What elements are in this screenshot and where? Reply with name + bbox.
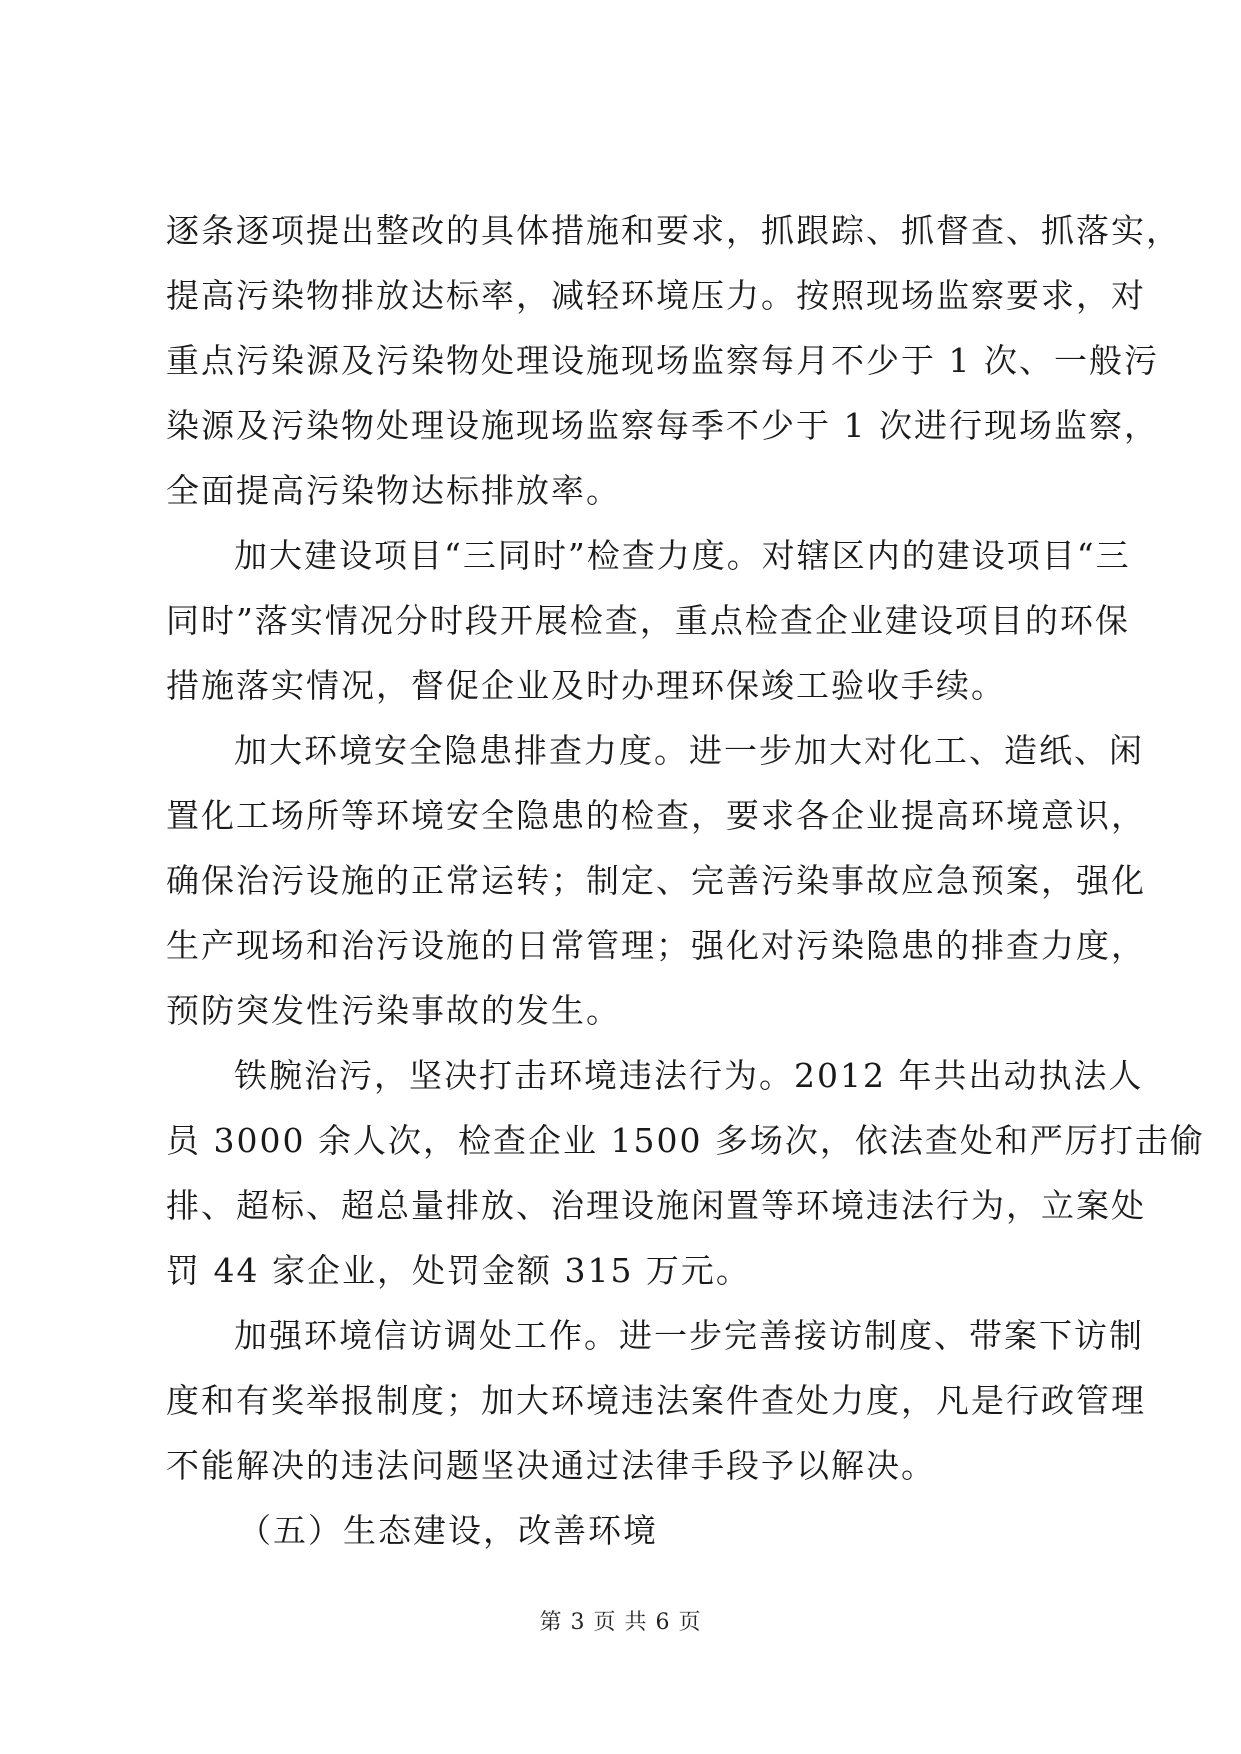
- section-heading: （五）生态建设，改善环境: [238, 1511, 658, 1550]
- page-indicator: 第 3 页 共 6 页: [539, 1610, 702, 1635]
- paragraph-line: 同时”落实情况分时段开展检查，重点检查企业建设项目的环保: [166, 601, 1130, 640]
- paragraph-3: [166, 718, 1146, 1043]
- paragraph-line: 生产现场和治污设施的日常管理；强化对污染隐患的排查力度，: [166, 926, 1146, 965]
- paragraph-2: [166, 523, 1131, 718]
- paragraph-4: [166, 1043, 1205, 1303]
- paragraph-line: 预防突发性污染事故的发生。: [166, 991, 621, 1030]
- paragraph-line: 提高污染物排放达标率，减轻环境压力。按照现场监察要求，对: [166, 276, 1146, 315]
- document-body: [166, 198, 1205, 1563]
- paragraph-line: 员 3000 余人次，检查企业 1500 多场次，依法查处和严厉打击偷: [166, 1121, 1205, 1160]
- paragraph-line: 确保治污设施的正常运转；制定、完善污染事故应急预案，强化: [166, 861, 1146, 900]
- paragraph-line: 逐条逐项提出整改的具体措施和要求，抓跟踪、抓督查、抓落实，: [166, 211, 1181, 250]
- paragraph-line: 罚 44 家企业，处罚金额 315 万元。: [166, 1251, 751, 1290]
- paragraph-line: 重点污染源及污染物处理设施现场监察每月不少于 1 次、一般污: [166, 341, 1159, 380]
- paragraph-line: 度和有奖举报制度；加大环境违法案件查处力度，凡是行政管理: [166, 1381, 1146, 1420]
- paragraph-line: 措施落实情况，督促企业及时办理环保竣工验收手续。: [166, 666, 1006, 705]
- paragraph-line: 排、超标、超总量排放、治理设施闲置等环境违法行为，立案处: [166, 1186, 1146, 1225]
- paragraph-line: 染源及污染物处理设施现场监察每季不少于 1 次进行现场监察，: [166, 406, 1159, 445]
- paragraph-line: 加大建设项目“三同时”检查力度。对辖区内的建设项目“三: [234, 536, 1131, 575]
- paragraph-line: 加大环境安全隐患排查力度。进一步加大对化工、造纸、闲: [234, 731, 1144, 770]
- paragraph-line: 铁腕治污，坚决打击环境违法行为。2012 年共出动执法人: [234, 1056, 1144, 1095]
- paragraph-line: 全面提高污染物达标排放率。: [166, 471, 621, 510]
- paragraph-5: [166, 1303, 1146, 1498]
- paragraph-line: 不能解决的违法问题坚决通过法律手段予以解决。: [166, 1446, 936, 1485]
- paragraph-line: 置化工场所等环境安全隐患的检查，要求各企业提高环境意识，: [166, 796, 1146, 835]
- page-footer: [0, 1605, 1241, 1636]
- paragraph-line: 加强环境信访调处工作。进一步完善接访制度、带案下访制: [234, 1316, 1144, 1355]
- paragraph-1: [166, 198, 1181, 523]
